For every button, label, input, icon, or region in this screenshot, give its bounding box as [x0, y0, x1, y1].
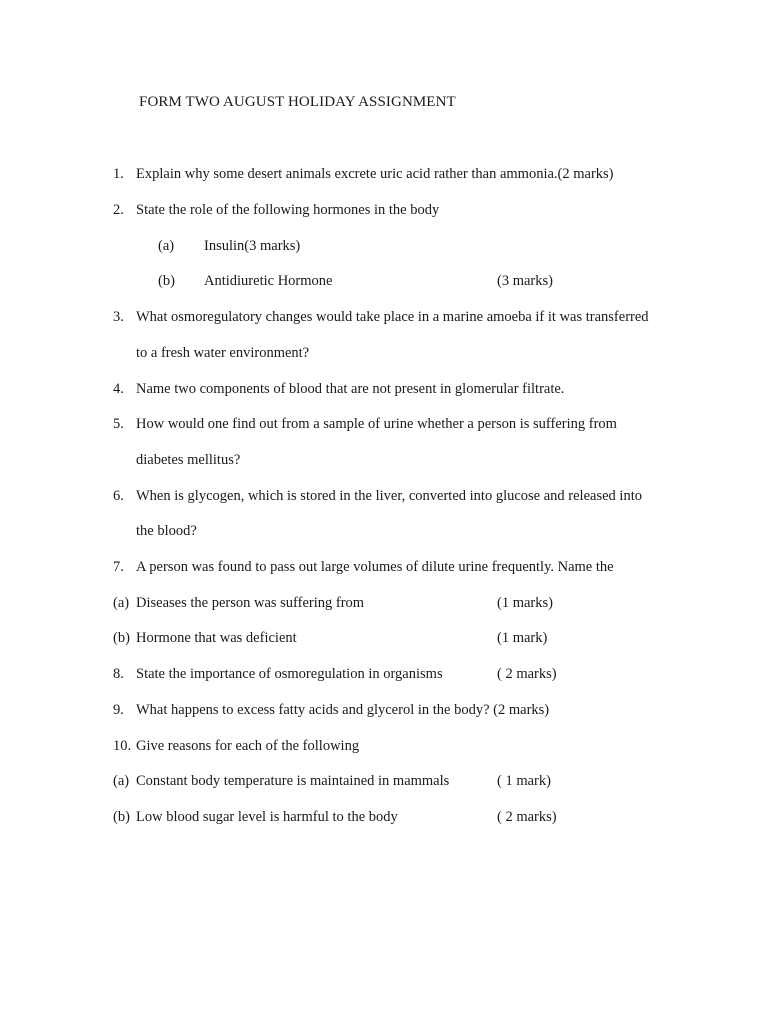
question-text: Give reasons for each of the following: [136, 738, 360, 754]
question-text: How would one find out from a sample of urine whether a person is suffering from: [136, 416, 617, 432]
question-text: Name two components of blood that are not present in glomerular filtrate.: [136, 381, 565, 397]
marks-label: ( 1 mark): [497, 773, 551, 789]
question-text: State the role of the following hormones in the body: [136, 202, 440, 218]
question-number: 9.: [113, 702, 124, 718]
page-title: FORM TWO AUGUST HOLIDAY ASSIGNMENT: [139, 94, 456, 110]
question-text: the blood?: [136, 523, 197, 539]
question-number: 3.: [113, 309, 124, 325]
question-text: State the importance of osmoregulation in organisms: [136, 666, 443, 682]
question-text: to a fresh water environment?: [136, 345, 310, 361]
sub-question-label: (b): [113, 809, 130, 825]
question-number: 8.: [113, 666, 124, 682]
sub-question-text: Insulin(3 marks): [204, 238, 301, 254]
sub-question-text: Diseases the person was suffering from: [136, 595, 365, 611]
sub-question-text: Constant body temperature is maintained in mammals: [136, 773, 450, 789]
marks-label: (3 marks): [497, 273, 553, 289]
question-number: 5.: [113, 416, 124, 432]
sub-question-label: (a): [158, 238, 175, 254]
sub-question-label: (b): [113, 630, 130, 646]
question-text: A person was found to pass out large volumes of dilute urine frequently. Name the: [136, 559, 614, 575]
question-number: 1.: [113, 166, 124, 182]
marks-label: (1 mark): [497, 630, 548, 646]
marks-label: ( 2 marks): [497, 809, 557, 825]
question-number: 6.: [113, 488, 124, 504]
question-text: What happens to excess fatty acids and glycerol in the body? (2 marks): [136, 702, 550, 718]
question-text: What osmoregulatory changes would take place in a marine amoeba if it was transferred: [136, 309, 649, 325]
sub-question-text: Low blood sugar level is harmful to the body: [136, 809, 398, 825]
sub-question-label: (a): [113, 595, 130, 611]
question-text: When is glycogen, which is stored in the liver, converted into glucose and released into: [136, 488, 642, 504]
sub-question-label: (b): [158, 273, 175, 289]
question-number: 2.: [113, 202, 124, 218]
marks-label: (1 marks): [497, 595, 553, 611]
sub-question-text: Antidiuretic Hormone: [204, 273, 333, 289]
marks-label: ( 2 marks): [497, 666, 557, 682]
sub-question-text: Hormone that was deficient: [136, 630, 297, 646]
question-text: Explain why some desert animals excrete uric acid rather than ammonia.(2 marks): [136, 166, 614, 182]
question-number: 4.: [113, 381, 124, 397]
question-number: 10.: [113, 738, 132, 754]
question-text: diabetes mellitus?: [136, 452, 241, 468]
sub-question-label: (a): [113, 773, 130, 789]
question-number: 7.: [113, 559, 124, 575]
